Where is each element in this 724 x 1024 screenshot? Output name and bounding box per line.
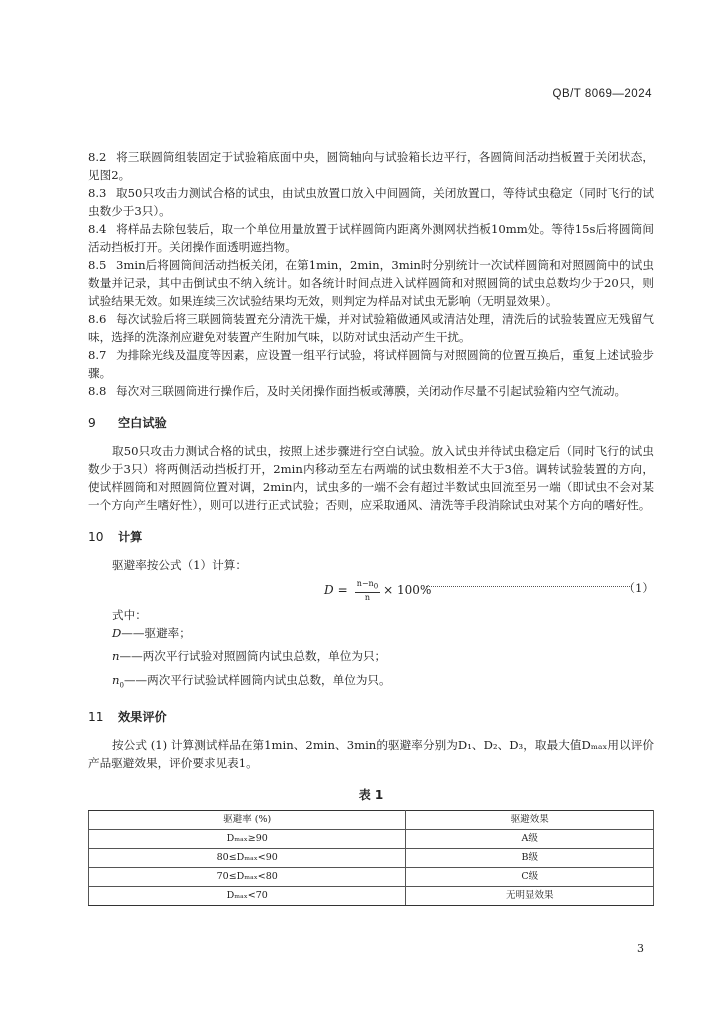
table-row	[89, 886, 654, 905]
variable-symbol: n	[112, 649, 120, 664]
formula-expression	[324, 579, 431, 602]
clauses-section-8	[88, 148, 654, 400]
table-body	[89, 829, 654, 905]
section-title: 空白试验	[118, 416, 167, 430]
variable-meaning: ——驱避率；	[121, 626, 191, 640]
clause-item	[88, 256, 654, 310]
section-number: 9	[88, 416, 96, 430]
table-title: 表 1	[358, 787, 384, 802]
standard-code: QB/T 8069—2024	[552, 88, 652, 100]
table-cell: Dₘₐₓ<70	[89, 886, 406, 905]
variable-definitions	[88, 624, 654, 694]
clause-text: 将样品去除包装后，取一个单位用量放置于试样圆筒内距离外测网状挡板10mm处。等待15s后将圆筒间活动挡板打开。关闭操作面透明遮挡物。	[88, 222, 654, 254]
section-title: 计算	[118, 530, 143, 544]
formula-denominator: n	[364, 592, 370, 602]
evaluation-table	[88, 810, 654, 906]
clause-number: 8.5	[88, 258, 107, 272]
clause-item	[88, 382, 654, 400]
table-row	[89, 829, 654, 848]
table-row	[89, 848, 654, 867]
variable-meaning: ——两次平行试验试样圆筒内试虫总数，单位为只。	[123, 672, 391, 687]
table-cell: B级	[406, 848, 654, 867]
table-cell: 70≤Dₘₐₓ<80	[89, 867, 406, 886]
table-header-cell: 驱避效果	[406, 810, 654, 829]
clause-number: 8.8	[88, 384, 107, 398]
document-body	[88, 148, 654, 906]
clause-item	[88, 346, 654, 382]
clause-text: 为排除光线及温度等因素，应设置一组平行试验，将试样圆筒与对照圆筒的位置互换后，重复上述试验步骤。	[88, 348, 654, 380]
dot-leader	[426, 586, 632, 587]
clause-number: 8.3	[88, 186, 107, 200]
clause-number: 8.7	[88, 348, 107, 362]
section-title: 效果评价	[118, 709, 167, 724]
section-11-heading	[88, 708, 654, 726]
table-row	[89, 867, 654, 886]
clause-item	[88, 220, 654, 256]
variable-symbol: D	[112, 626, 122, 640]
section-number: 11	[88, 709, 104, 724]
clause-item	[88, 148, 654, 184]
table-header-cell: 驱避率 (%)	[89, 810, 406, 829]
clause-text: 将三联圆筒组装固定于试验箱底面中央，圆筒轴向与试验箱长边平行，各圆筒间活动挡板置于关闭状态，见图2。	[88, 150, 654, 182]
clause-text: 每次对三联圆筒进行操作后，及时关闭操作面挡板或薄膜，关闭动作尽量不引起试验箱内空气流动。	[116, 384, 627, 398]
section-11-text: 按公式 (1) 计算测试样品在第1min、2min、3min的驱避率分别为D₁、D₂、D₃，取最大值Dₘₐₓ用以评价产品驱避效果，评价要求见表1。	[88, 737, 654, 770]
clause-item	[88, 310, 654, 346]
table-cell: 无明显效果	[406, 886, 654, 905]
clause-text: 3min后将圆筒间活动挡板关闭，在第1min，2min，3min时分别统计一次试样圆筒和对照圆筒中的试虫数量并记录，其中击倒试虫不纳入统计。如各统计时间点进入试样圆筒和对照圆筒的试虫总数均少于20只，则试验结果无效。如果连续三次试验结果均无效，则判定为样品对试虫无影响（无明显效果）。	[88, 258, 654, 308]
clause-number: 8.2	[88, 150, 107, 164]
table-cell: Dₘₐₓ≥90	[89, 829, 406, 848]
formula-intro: 驱避率按公式（1）计算：	[112, 558, 247, 572]
clause-item	[88, 184, 654, 220]
variable-meaning: ——两次平行试验对照圆筒内试虫总数，单位为只；	[119, 649, 387, 664]
formula-rest: × 100%	[383, 583, 432, 598]
formula-numerator	[355, 579, 380, 593]
variable-symbol: n	[112, 672, 120, 687]
table-cell: A级	[406, 829, 654, 848]
variable-subscript: 0	[119, 680, 124, 689]
table-cell: 80≤Dₘₐₓ<90	[89, 848, 406, 867]
variable-definition	[88, 647, 654, 670]
table-header-row	[89, 810, 654, 829]
numerator-sub: 0	[373, 582, 379, 591]
section-10-heading	[88, 528, 654, 546]
formula-fraction	[355, 579, 380, 602]
numerator-text: n−n	[356, 579, 374, 588]
section-number: 10	[88, 530, 104, 544]
formula-lhs: D	[324, 583, 334, 598]
clause-number: 8.4	[88, 222, 107, 236]
page-number: 3	[637, 942, 644, 955]
section-9-text: 取50只攻击力测试合格的试虫，按照上述步骤进行空白试验。放入试虫并待试虫稳定后（同时飞行的试虫数少于3只）将两侧活动挡板打开，2min内移动至左右两端的试虫数相差不大于3倍。调转试验装置的方向，使试样圆筒和对照圆筒位置对调，2min内，试虫多的一端不会有超过半数试虫回流至另一端（即试虫不会对某一个方向产生嗜好性），则可以进行正式试验；否则，应采取通风、清洗等手段消除试虫对某个方向的嗜好性。	[88, 444, 654, 512]
table-cell: C级	[406, 867, 654, 886]
clause-number: 8.6	[88, 312, 107, 326]
formula-1	[88, 576, 654, 602]
where-label: 式中：	[112, 608, 147, 622]
section-9-heading	[88, 414, 654, 432]
variable-definition	[88, 671, 654, 694]
clause-text: 取50只攻击力测试合格的试虫，由试虫放置口放入中间圆筒，关闭放置口，等待试虫稳定（同时飞行的试虫数少于3只）。	[88, 186, 654, 218]
formula-equals: =	[337, 583, 348, 598]
clause-text: 每次试验后将三联圆筒装置充分清洗干燥，并对试验箱做通风或清洁处理，清洗后的试验装置应无残留气味，选择的洗涤剂应避免对装置产生附加气味，以防对试虫活动产生干扰。	[88, 312, 654, 344]
variable-definition	[88, 624, 654, 647]
formula-number: （1）	[623, 581, 654, 595]
